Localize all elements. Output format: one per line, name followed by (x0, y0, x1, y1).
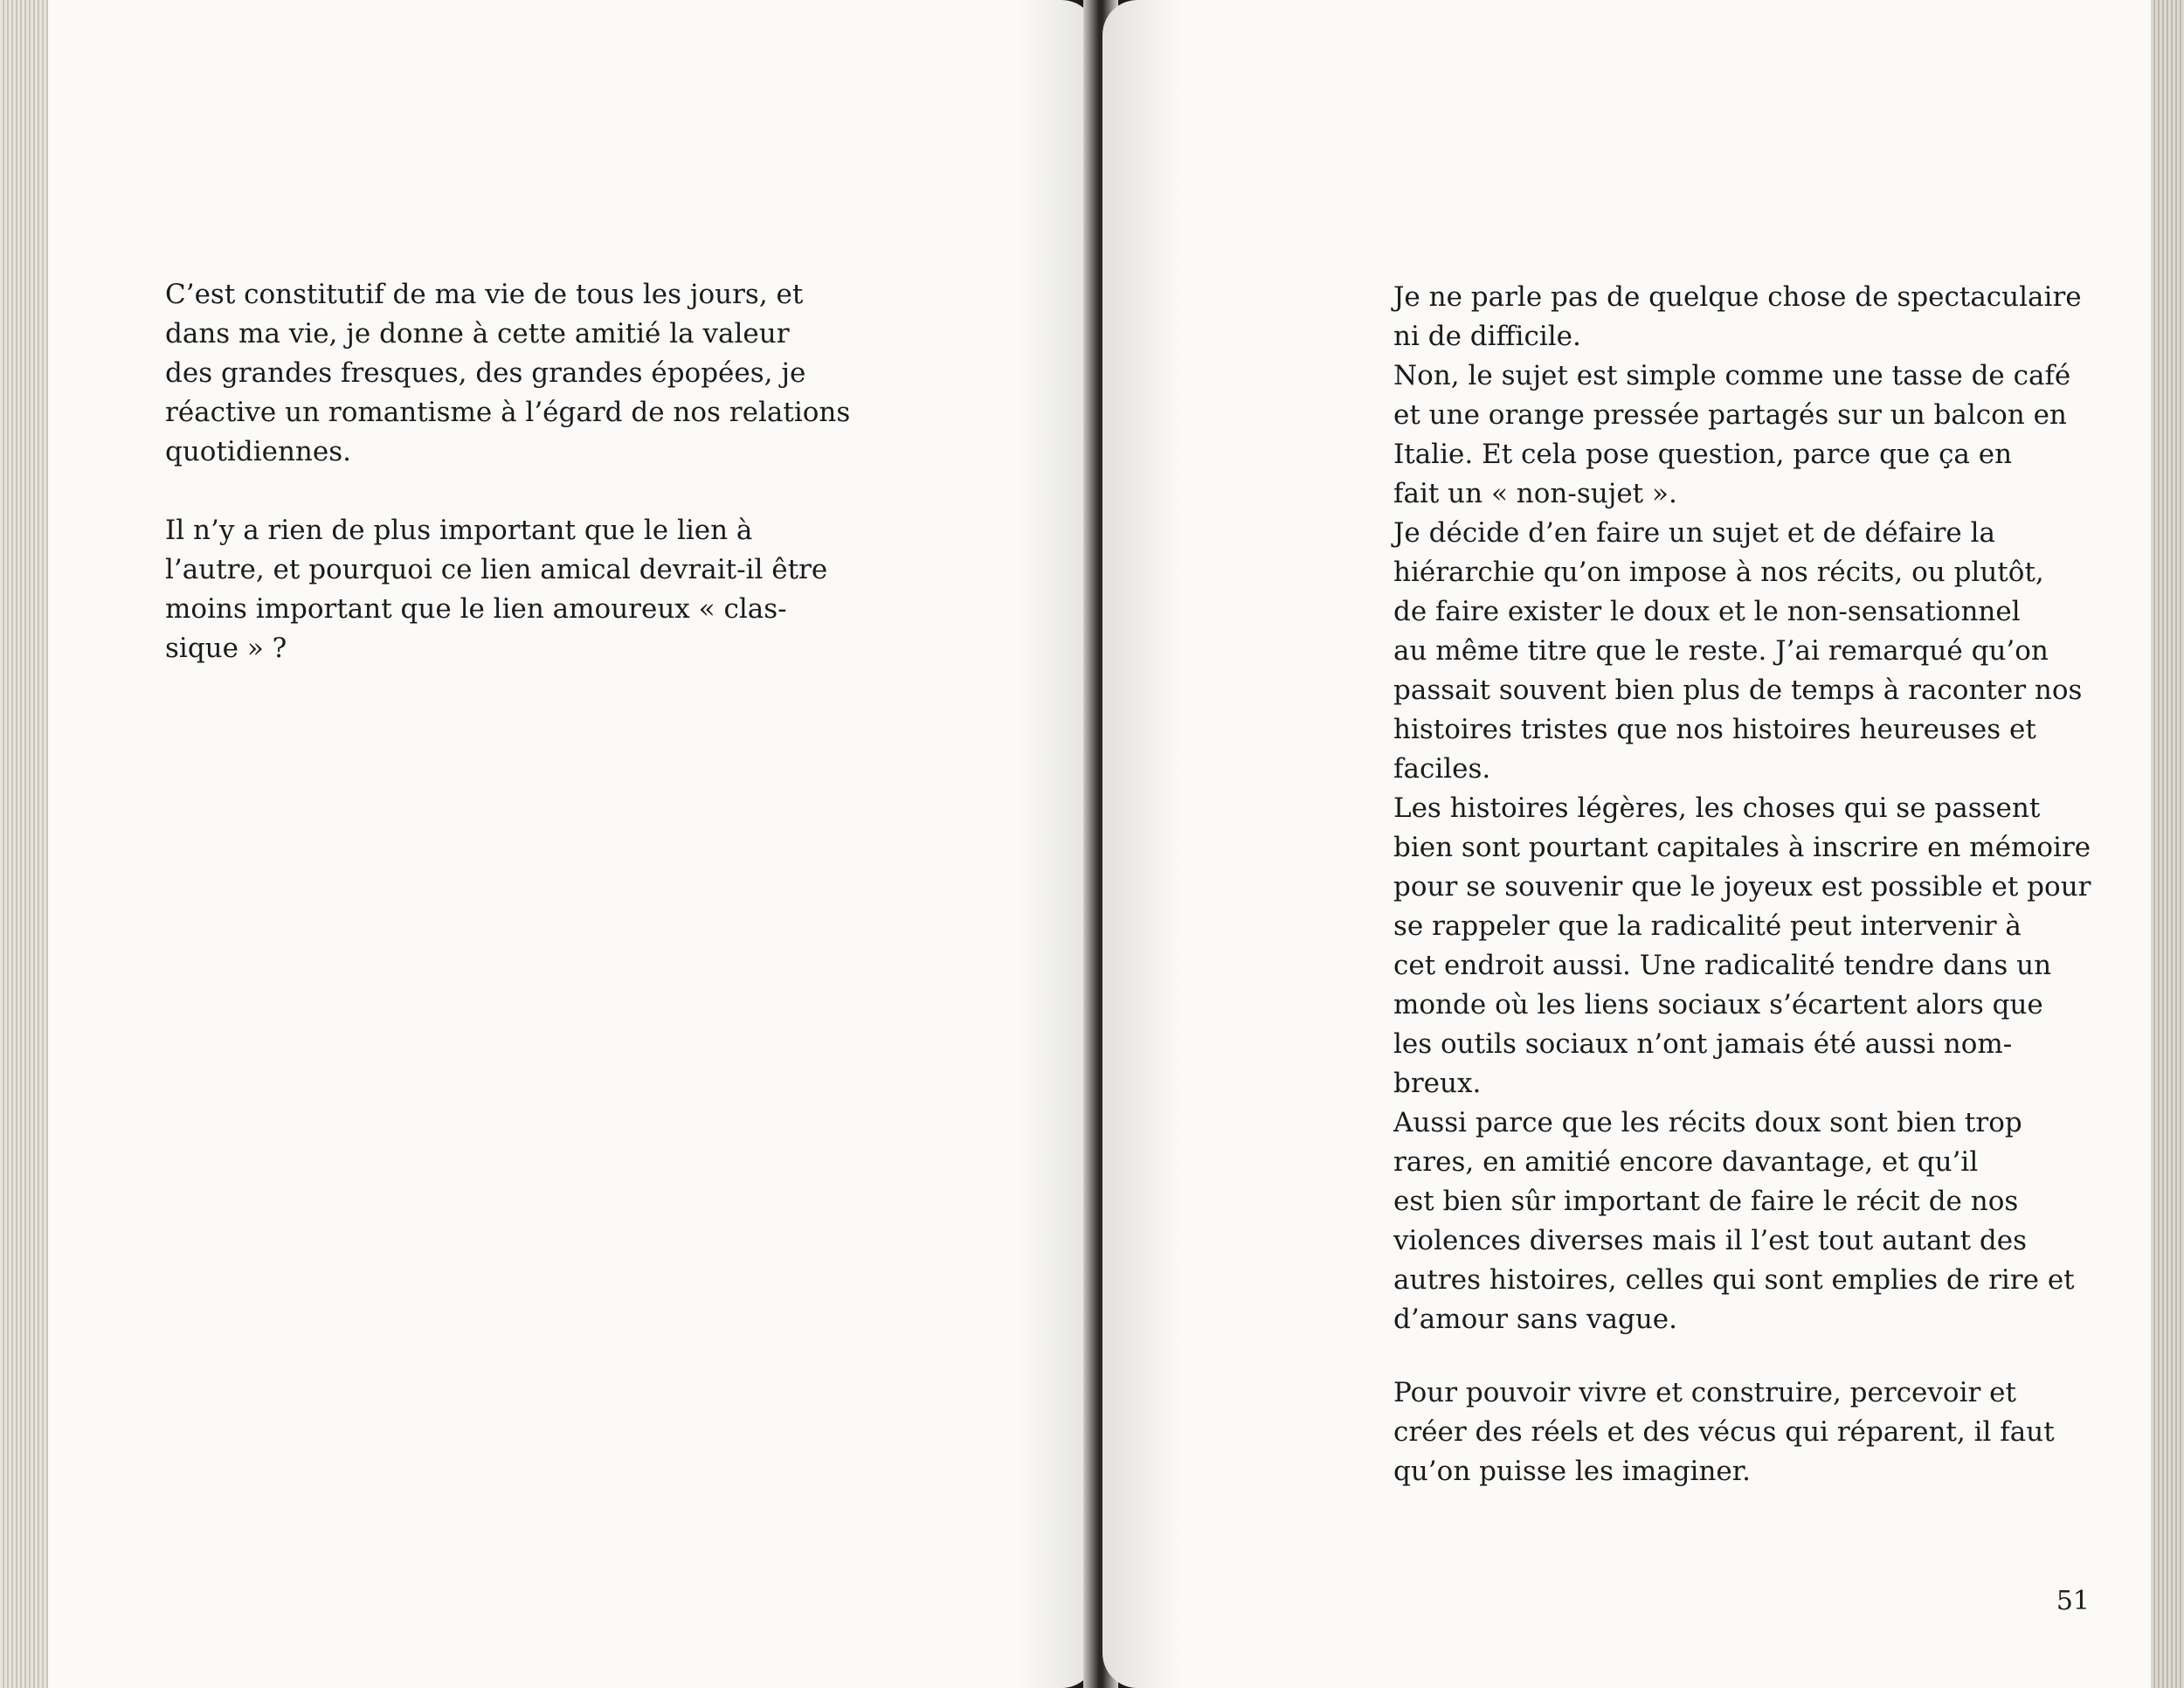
right-page (1102, 0, 2151, 1688)
page-number: 51 (2056, 1586, 2090, 1616)
right-paragraph: Je ne parle pas de quelque chose de spectaculaire ni de difficile. Non, le sujet est simple comme une tasse de café et une orange pressée partagés sur un balcon en Italie. Et cela pose question, parce que ça en fait un « non-sujet ». Je décide d’en faire un sujet et de défaire la hiérarchie qu’on impose à nos récits, ou plutôt, de faire exister le doux et le non-sensationnel au même titre que le reste. J’ai remarqué qu’on passait souvent bien plus de temps à raconter nos histoires tristes que nos histoires heureuses et faciles. Les histoires légères, les choses qui se passent bien sont pourtant capitales à inscrire en mémoire pour se souvenir que le joyeux est possible et pour se rappeler que la radicalité peut intervenir à cet endroit aussi. Une radicalité tendre dans un monde où les liens sociaux s’écartent alors que les outils sociaux n’ont jamais été aussi nom- breux. Aussi parce que les récits doux sont bien trop rares, en amitié encore davantage, et qu’il est bien sûr important de faire le récit de nos violences diverses mais il l’est tout autant des autres histoires, celles qui sont emplies de rire et d’amour sans vague. (1393, 281, 2091, 1335)
left-paragraph: Il n’y a rien de plus important que le lien à l’autre, et pourquoi ce lien amical devrait-il être moins important que le lien amoureux « clas- sique » ? (165, 515, 828, 664)
right-paragraph: Pour pouvoir vivre et construire, percevoir et créer des réels et des vécus qui réparent, il faut qu’on puisse les imaginer. (1393, 1377, 2055, 1487)
right-gutter-shadow (1102, 0, 1181, 1688)
left-page (48, 0, 1096, 1688)
left-paragraph: C’est constitutif de ma vie de tous les jours, et dans ma vie, je donne à cette amitié la valeur des grandes fresques, des grandes épopées, je réactive un romantisme à l’égard de nos relations quotidiennes. (165, 279, 851, 467)
